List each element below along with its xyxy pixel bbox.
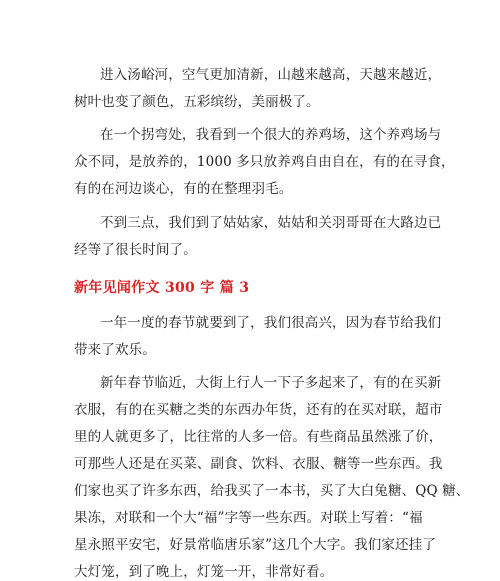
paragraph-line: 新年春节临近，大街上行人一下子多起来了，有的在买新 [100, 375, 442, 391]
paragraph-line: 众不同，是放养的，1000 多只放养鸡自由自在，有的在寻食， [74, 154, 455, 170]
section-heading: 新年见闻作文 300 字 篇 3 [74, 280, 250, 296]
paragraph-line: 星永照平安宅，好景常临唐乐家”这几个大字。我们家还挂了 [74, 537, 436, 553]
paragraph-line: 们家也买了许多东西，给我买了一本书，买了大白兔糖、QQ 糖、 [74, 483, 470, 499]
paragraph-line: 里的人就更多了，比往常的人多一倍。有些商品虽然涨了价， [74, 429, 443, 445]
paragraph-line: 进入汤峪河，空气更加清新，山越来越高，天越来越近， [100, 67, 442, 83]
paragraph-line: 果冻，对联和一个大“福”字等一些东西。对联上写着：“福 [74, 510, 423, 526]
paragraph-line: 树叶也变了颜色，五彩缤纷，美丽极了。 [74, 94, 320, 110]
paragraph-line: 在一个拐弯处，我看到一个很大的养鸡场，这个养鸡场与 [100, 127, 442, 143]
paragraph-line: 大灯笼，到了晚上，灯笼一开，非常好看。 [74, 564, 334, 580]
paragraph-line: 衣服，有的在买糖之类的东西办年货，还有的在买对联，超市 [74, 402, 443, 418]
paragraph-line: 一年一度的春节就要到了，我们很高兴，因为春节给我们 [100, 315, 442, 331]
paragraph-line: 带来了欢乐。 [74, 342, 156, 358]
paragraph-line: 可那些人还是在买菜、副食、饮料、衣服、糖等一些东西。我 [74, 456, 443, 472]
paragraph-line: 不到三点，我们到了姑姑家，姑姑和关羽哥哥在大路边已 [100, 215, 442, 231]
paragraph-line: 有的在河边谈心，有的在整理羽毛。 [74, 181, 293, 197]
paragraph-line: 经等了很长时间了。 [74, 242, 197, 258]
